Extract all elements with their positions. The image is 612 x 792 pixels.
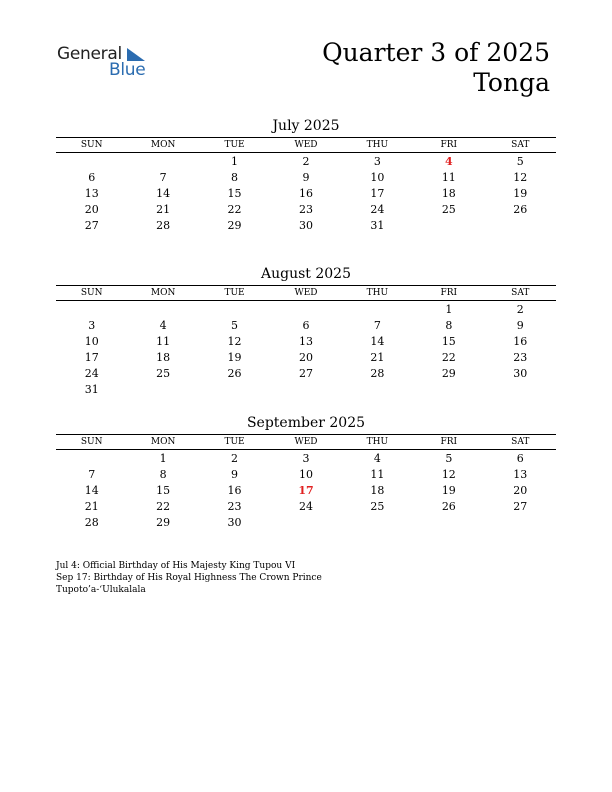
- day-cell: 16: [227, 483, 242, 497]
- weekday-label: TUE: [224, 437, 245, 447]
- weekday-label: MON: [150, 288, 176, 298]
- empty-day-cell: [342, 514, 413, 530]
- day-cell: 22: [156, 499, 171, 513]
- empty-day-cell: [199, 301, 270, 317]
- month-grid: [56, 286, 556, 397]
- day-cell: 27: [513, 499, 528, 513]
- day-cell: 11: [156, 334, 171, 348]
- day-cell: 12: [441, 467, 456, 481]
- day-cell: 30: [298, 218, 313, 232]
- page-title: [322, 38, 550, 98]
- day-cell: 20: [298, 350, 313, 364]
- day-cell: 17: [84, 350, 99, 364]
- day-cell: 13: [84, 186, 99, 200]
- day-cell: 7: [88, 467, 96, 481]
- day-cell: 10: [298, 467, 313, 481]
- weekday-label: SUN: [80, 437, 103, 447]
- day-cell: 13: [298, 334, 313, 348]
- day-cell: 14: [156, 186, 171, 200]
- day-cell: 10: [370, 170, 385, 184]
- weekday-label: WED: [294, 140, 318, 150]
- empty-day-cell: [270, 301, 341, 317]
- empty-day-cell: [270, 514, 341, 530]
- week-row: [56, 185, 556, 201]
- day-cell: 7: [159, 170, 167, 184]
- month-september: [56, 414, 556, 530]
- weekday-label: SUN: [80, 140, 103, 150]
- day-cell: 8: [231, 170, 239, 184]
- day-cell: 19: [227, 350, 242, 364]
- month-grid: [56, 138, 556, 233]
- day-cell: 2: [231, 451, 239, 465]
- day-cell: 24: [84, 366, 99, 380]
- day-cell: 3: [302, 451, 310, 465]
- empty-day-cell: [56, 153, 127, 169]
- weekday-header-row: [56, 286, 556, 301]
- day-cell: 27: [298, 366, 313, 380]
- day-cell: 9: [516, 318, 524, 332]
- day-cell: 9: [302, 170, 310, 184]
- quarter-title: Quarter 3 of 2025: [322, 38, 550, 67]
- weekday-label: THU: [366, 288, 389, 298]
- week-row: [56, 349, 556, 365]
- empty-day-cell: [485, 217, 556, 233]
- month-title: September 2025: [246, 415, 366, 431]
- weekday-label: SAT: [511, 437, 530, 447]
- empty-day-cell: [413, 217, 484, 233]
- day-cell: 6: [516, 451, 524, 465]
- week-row: [56, 514, 556, 530]
- day-cell: 8: [159, 467, 167, 481]
- day-cell: 1: [445, 302, 453, 316]
- day-cell: 22: [441, 350, 456, 364]
- empty-day-cell: [127, 381, 198, 397]
- day-cell: 19: [441, 483, 456, 497]
- weekday-label: FRI: [440, 288, 458, 298]
- week-row: [56, 365, 556, 381]
- day-cell: 5: [231, 318, 239, 332]
- day-cell: 23: [513, 350, 528, 364]
- weekday-label: FRI: [440, 140, 458, 150]
- day-cell: 28: [84, 515, 99, 529]
- day-cell: 17: [298, 483, 314, 497]
- day-cell: 28: [370, 366, 385, 380]
- weekday-label: MON: [150, 140, 176, 150]
- empty-day-cell: [342, 301, 413, 317]
- day-cell: 21: [84, 499, 99, 513]
- day-cell: 4: [159, 318, 167, 332]
- empty-day-cell: [127, 301, 198, 317]
- weekday-label: SAT: [511, 140, 530, 150]
- day-cell: 23: [227, 499, 242, 513]
- day-cell: 3: [88, 318, 96, 332]
- month-grid: [56, 435, 556, 530]
- day-cell: 18: [441, 186, 456, 200]
- week-row: [56, 333, 556, 349]
- empty-day-cell: [56, 450, 127, 466]
- day-cell: 5: [445, 451, 453, 465]
- day-cell: 12: [227, 334, 242, 348]
- day-cell: 30: [513, 366, 528, 380]
- holiday-note: Jul 4: Official Birthday of His Majesty King Tupou VI: [56, 561, 296, 571]
- weekday-header-row: [56, 138, 556, 153]
- day-cell: 11: [441, 170, 456, 184]
- empty-day-cell: [413, 381, 484, 397]
- day-cell: 25: [156, 366, 171, 380]
- day-cell: 9: [231, 467, 239, 481]
- week-row: [56, 301, 556, 317]
- empty-day-cell: [127, 153, 198, 169]
- day-cell: 24: [370, 202, 385, 216]
- day-cell: 31: [370, 218, 385, 232]
- holiday-note: Sep 17: Birthday of His Royal Highness The Crown Prince Tupoto’a-‘Ulukalala: [56, 573, 322, 595]
- week-row: [56, 317, 556, 333]
- day-cell: 31: [84, 382, 99, 396]
- month-title: August 2025: [261, 266, 351, 282]
- day-cell: 29: [156, 515, 171, 529]
- empty-day-cell: [270, 381, 341, 397]
- day-cell: 2: [516, 302, 524, 316]
- day-cell: 30: [227, 515, 242, 529]
- day-cell: 20: [513, 483, 528, 497]
- day-cell: 4: [444, 154, 453, 168]
- day-cell: 12: [513, 170, 528, 184]
- day-cell: 15: [441, 334, 456, 348]
- day-cell: 3: [373, 154, 381, 168]
- weekday-header-row: [56, 435, 556, 450]
- empty-day-cell: [199, 381, 270, 397]
- day-cell: 14: [370, 334, 385, 348]
- week-row: [56, 217, 556, 233]
- day-cell: 15: [156, 483, 171, 497]
- weekday-label: SAT: [511, 288, 530, 298]
- day-cell: 16: [513, 334, 528, 348]
- week-row: [56, 381, 556, 397]
- empty-day-cell: [342, 381, 413, 397]
- day-cell: 1: [231, 154, 239, 168]
- weekday-label: SUN: [80, 288, 103, 298]
- month-august: [56, 265, 556, 397]
- day-cell: 22: [227, 202, 242, 216]
- empty-day-cell: [485, 381, 556, 397]
- day-cell: 26: [227, 366, 242, 380]
- weekday-label: THU: [366, 140, 389, 150]
- week-row: [56, 169, 556, 185]
- empty-day-cell: [56, 301, 127, 317]
- week-row: [56, 482, 556, 498]
- day-cell: 15: [227, 186, 242, 200]
- day-cell: 21: [156, 202, 171, 216]
- day-cell: 8: [445, 318, 453, 332]
- weekday-label: WED: [294, 288, 318, 298]
- month-july: [56, 117, 556, 233]
- weekday-label: FRI: [440, 437, 458, 447]
- weekday-label: TUE: [224, 140, 245, 150]
- day-cell: 29: [227, 218, 242, 232]
- day-cell: 25: [370, 499, 385, 513]
- month-title: July 2025: [272, 118, 340, 134]
- week-row: [56, 466, 556, 482]
- day-cell: 23: [298, 202, 313, 216]
- day-cell: 6: [88, 170, 96, 184]
- logo-general-text: General: [57, 44, 122, 64]
- day-cell: 25: [441, 202, 456, 216]
- day-cell: 11: [370, 467, 385, 481]
- day-cell: 18: [370, 483, 385, 497]
- day-cell: 6: [302, 318, 310, 332]
- weekday-label: THU: [366, 437, 389, 447]
- holiday-notes: [56, 560, 396, 596]
- day-cell: 29: [441, 366, 456, 380]
- week-row: [56, 498, 556, 514]
- day-cell: 4: [373, 451, 381, 465]
- country-title: Tonga: [473, 68, 550, 97]
- day-cell: 27: [84, 218, 99, 232]
- empty-day-cell: [413, 514, 484, 530]
- day-cell: 24: [298, 499, 313, 513]
- day-cell: 16: [298, 186, 313, 200]
- day-cell: 28: [156, 218, 171, 232]
- generalblue-logo: [57, 44, 157, 80]
- day-cell: 10: [84, 334, 99, 348]
- day-cell: 5: [516, 154, 524, 168]
- day-cell: 17: [370, 186, 385, 200]
- weekday-label: MON: [150, 437, 176, 447]
- day-cell: 2: [302, 154, 310, 168]
- empty-day-cell: [485, 514, 556, 530]
- day-cell: 13: [513, 467, 528, 481]
- day-cell: 18: [156, 350, 171, 364]
- day-cell: 19: [513, 186, 528, 200]
- day-cell: 21: [370, 350, 385, 364]
- day-cell: 26: [441, 499, 456, 513]
- weekday-label: WED: [294, 437, 318, 447]
- day-cell: 26: [513, 202, 528, 216]
- day-cell: 1: [159, 451, 167, 465]
- week-row: [56, 201, 556, 217]
- day-cell: 7: [373, 318, 381, 332]
- logo-blue-text: Blue: [109, 60, 146, 80]
- weekday-label: TUE: [224, 288, 245, 298]
- day-cell: 20: [84, 202, 99, 216]
- day-cell: 14: [84, 483, 99, 497]
- week-row: [56, 450, 556, 466]
- week-row: [56, 153, 556, 169]
